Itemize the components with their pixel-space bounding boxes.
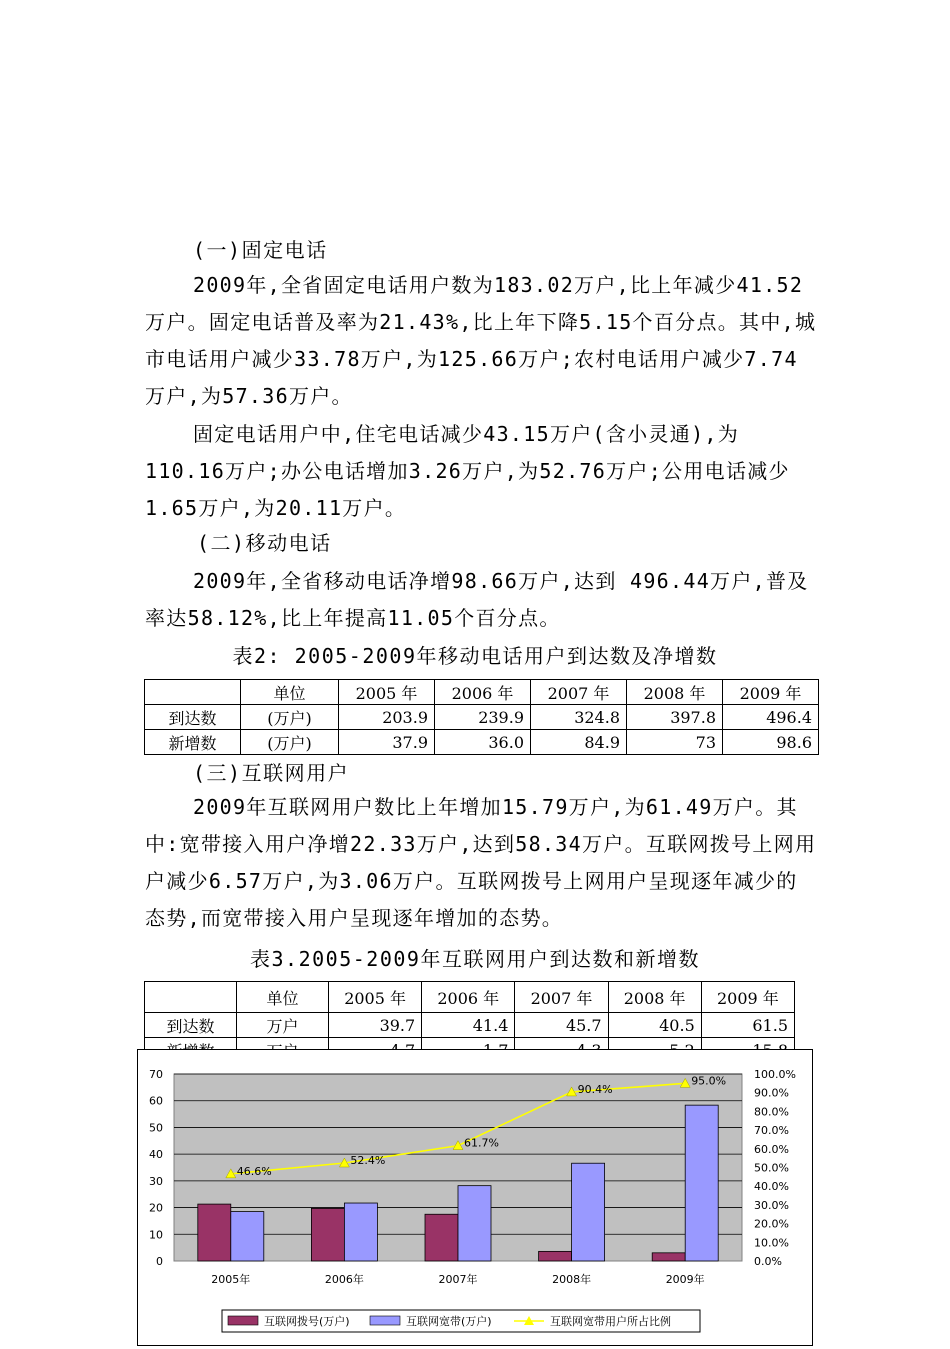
chart-canvas <box>138 1050 812 1345</box>
section3-paragraph-1: 2009年互联网用户数比上年增加15.79万户,为61.49万户。其中:宽带接入用户净增22.33万户,达到58.34万户。互联网拨号上网用户减少6.57万户,为3.06万户。互联网拨号上网用户呈现逐年减少的态势,而宽带接入用户呈现逐年增加的态势。 <box>145 795 817 930</box>
y-right-tick-label: 90.0% <box>754 1086 789 1100</box>
ratio-data-label: 52.4% <box>350 1154 386 1168</box>
table-cell: 2007 年 <box>515 982 608 1013</box>
internet-users-chart <box>137 1049 813 1346</box>
table-cell: 单位 <box>237 982 329 1013</box>
y-right-tick-label: 10.0% <box>754 1236 789 1250</box>
table-cell: 239.9 <box>435 705 531 730</box>
legend-swatch-broadband <box>370 1316 400 1325</box>
table-cell: 到达数 <box>145 1013 237 1038</box>
bar-broadband <box>344 1203 377 1261</box>
section3-heading: (三)互联网用户 <box>193 761 350 785</box>
table2 <box>144 679 819 755</box>
table-cell: 73 <box>627 730 723 755</box>
y-right-tick-label: 40.0% <box>754 1180 789 1194</box>
legend-label-broadband: 互联网宽带(万户) <box>406 1315 492 1328</box>
table-cell: 84.9 <box>531 730 627 755</box>
bar-dialup <box>652 1253 685 1261</box>
table-cell: 万户 <box>237 1013 329 1038</box>
table-cell: 203.9 <box>339 705 435 730</box>
y-left-tick-label: 20 <box>149 1201 163 1215</box>
table-cell: 496.4 <box>723 705 819 730</box>
bar-dialup <box>198 1204 231 1261</box>
ratio-data-label: 46.6% <box>236 1164 272 1178</box>
table-row <box>145 730 819 755</box>
legend-label-dialup: 互联网拨号(万户) <box>264 1315 350 1328</box>
table-row <box>145 1013 795 1038</box>
section1-paragraph-1: 2009年,全省固定电话用户数为183.02万户,比上年减少41.52万户。固定电话普及率为21.43%,比上年下降5.15个百分点。其中,城市电话用户减少33.78万户,为125.66万户;农村电话用户减少7.74万户,为57.36万户。 <box>145 273 817 408</box>
y-right-tick-label: 0.0% <box>754 1255 782 1268</box>
y-right-tick-label: 60.0% <box>754 1142 789 1156</box>
table3-caption: 表3.2005-2009年互联网用户到达数和新增数 <box>250 947 700 971</box>
section1-paragraph-2: 固定电话用户中,住宅电话减少43.15万户(含小灵通),为110.16万户;办公电话增加3.26万户,为52.76万户;公用电话减少1.65万户,为20.11万户。 <box>145 422 790 520</box>
bar-dialup <box>539 1251 572 1261</box>
table-cell: 37.9 <box>339 730 435 755</box>
y-left-tick-label: 0 <box>156 1255 163 1268</box>
table-cell: 2009 年 <box>701 982 794 1013</box>
table-header-row <box>145 982 795 1013</box>
bar-dialup <box>311 1208 344 1261</box>
y-left-tick-label: 50 <box>149 1121 163 1135</box>
table-cell: 98.6 <box>723 730 819 755</box>
ratio-data-label: 61.7% <box>464 1136 499 1150</box>
table-cell: (万户) <box>241 705 339 730</box>
table-header-row <box>145 680 819 705</box>
legend-swatch-dialup <box>228 1316 258 1325</box>
table-cell: 新增数 <box>145 730 241 755</box>
table-cell: 2009 年 <box>723 680 819 705</box>
table-cell: 39.7 <box>329 1013 422 1038</box>
legend-label-ratio: 互联网宽带用户所占比例 <box>550 1315 671 1328</box>
table-cell: 36.0 <box>435 730 531 755</box>
section2-heading: (二)移动电话 <box>197 531 332 555</box>
y-right-tick-label: 50.0% <box>754 1161 789 1175</box>
y-right-tick-label: 30.0% <box>754 1198 789 1212</box>
table-cell: 2005 年 <box>339 680 435 705</box>
ratio-data-label: 90.4% <box>577 1082 613 1096</box>
x-tick-label: 2008年 <box>552 1273 592 1286</box>
ratio-data-label: 95.0% <box>691 1074 727 1088</box>
table-cell: 2006 年 <box>422 982 515 1013</box>
x-tick-label: 2006年 <box>324 1273 364 1286</box>
table-cell: 61.5 <box>701 1013 794 1038</box>
table-cell: 2005 年 <box>329 982 422 1013</box>
bar-broadband <box>231 1212 264 1261</box>
table-cell: 2007 年 <box>531 680 627 705</box>
y-left-tick-label: 60 <box>149 1094 163 1108</box>
y-left-tick-label: 10 <box>149 1228 163 1242</box>
x-tick-label: 2009年 <box>665 1273 705 1286</box>
section2-paragraph-1: 2009年,全省移动电话净增98.66万户,达到 496.44万户,普及率达58.12%,比上年提高11.05个百分点。 <box>145 569 809 630</box>
table2-caption: 表2: 2005-2009年移动电话用户到达数及净增数 <box>232 644 718 668</box>
table-cell: 到达数 <box>145 705 241 730</box>
y-left-tick-label: 70 <box>149 1068 163 1081</box>
table-cell: 2008 年 <box>627 680 723 705</box>
table-cell: (万户) <box>241 730 339 755</box>
table-cell: 40.5 <box>608 1013 701 1038</box>
y-left-tick-label: 30 <box>149 1174 163 1188</box>
y-right-tick-label: 100.0% <box>754 1068 796 1081</box>
table-cell <box>145 982 237 1013</box>
table-cell: 324.8 <box>531 705 627 730</box>
bar-broadband <box>685 1105 718 1261</box>
table-cell: 41.4 <box>422 1013 515 1038</box>
section1-heading: (一)固定电话 <box>193 238 328 262</box>
y-right-tick-label: 70.0% <box>754 1124 789 1138</box>
table-cell <box>145 680 241 705</box>
x-tick-label: 2007年 <box>438 1273 478 1286</box>
table-cell: 2008 年 <box>608 982 701 1013</box>
table-row <box>145 705 819 730</box>
x-tick-label: 2005年 <box>211 1273 251 1286</box>
y-right-tick-label: 20.0% <box>754 1217 789 1231</box>
bar-broadband <box>458 1186 491 1261</box>
table-cell: 45.7 <box>515 1013 608 1038</box>
table-cell: 单位 <box>241 680 339 705</box>
table-cell: 2006 年 <box>435 680 531 705</box>
bar-dialup <box>425 1214 458 1261</box>
y-right-tick-label: 80.0% <box>754 1105 789 1119</box>
table-cell: 397.8 <box>627 705 723 730</box>
bar-broadband <box>572 1163 605 1261</box>
y-left-tick-label: 40 <box>149 1148 163 1162</box>
